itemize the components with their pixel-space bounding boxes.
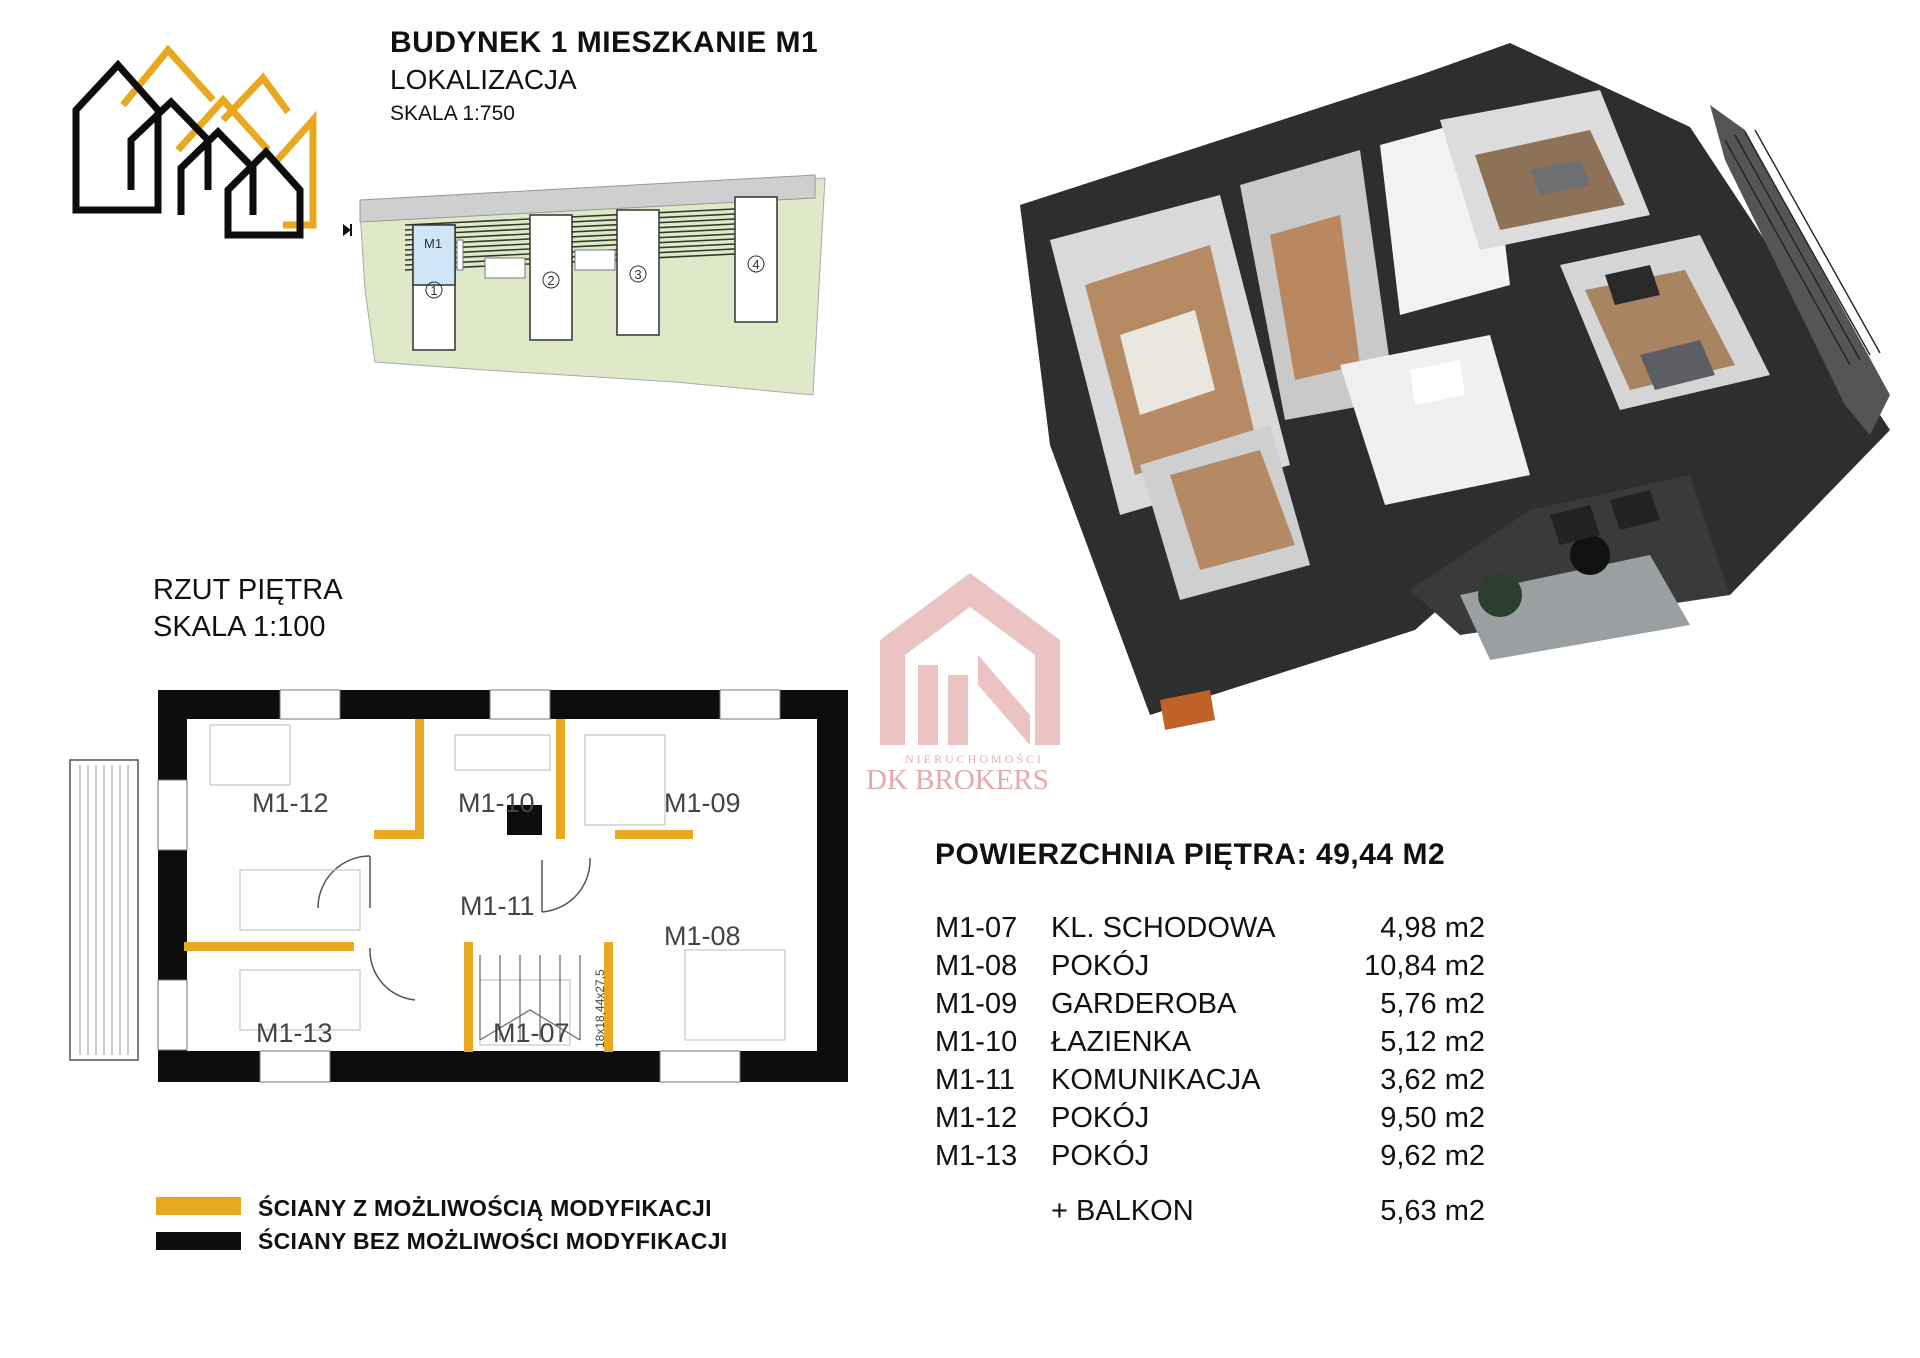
floor-plan-scale: SKALA 1:100 bbox=[153, 611, 326, 643]
floor-area-title: POWIERZCHNIA PIĘTRA: 49,44 M2 bbox=[935, 838, 1446, 871]
room-label-m1-08: M1-08 bbox=[664, 921, 741, 951]
room-label-m1-10: M1-10 bbox=[458, 788, 535, 818]
site-plan bbox=[335, 170, 835, 400]
room-area: 5,12 m2 bbox=[1380, 1026, 1485, 1058]
room-code: M1-09 bbox=[935, 988, 1018, 1020]
location-scale: SKALA 1:750 bbox=[390, 102, 515, 125]
room-code: M1-08 bbox=[935, 950, 1018, 982]
room-name: GARDEROBA bbox=[1051, 988, 1237, 1020]
room-area: 5,76 m2 bbox=[1380, 988, 1485, 1020]
room-area: 10,84 m2 bbox=[1364, 950, 1485, 982]
room-name: ŁAZIENKA bbox=[1051, 1026, 1192, 1058]
building-number-1: 1 bbox=[430, 283, 438, 298]
legend-modifiable-label: ŚCIANY Z MOŻLIWOŚCIĄ MODYFIKACJI bbox=[258, 1195, 712, 1221]
floor-plan bbox=[60, 680, 860, 1160]
room-area: 4,98 m2 bbox=[1380, 912, 1485, 944]
floor-3d-visualization bbox=[1010, 35, 1890, 765]
unit-m1-label: M1 bbox=[424, 236, 443, 251]
north-arrow-icon bbox=[343, 224, 351, 236]
room-area: 9,50 m2 bbox=[1380, 1102, 1485, 1134]
room-label-m1-07: M1-07 bbox=[493, 1018, 570, 1048]
legend-swatch-structural bbox=[156, 1232, 241, 1250]
room-label-m1-11: M1-11 bbox=[460, 891, 535, 921]
building-number-2: 2 bbox=[547, 273, 555, 288]
room-code: M1-11 bbox=[935, 1064, 1016, 1096]
room-area: 9,62 m2 bbox=[1380, 1140, 1485, 1172]
room-name: KOMUNIKACJA bbox=[1051, 1064, 1261, 1096]
room-name: POKÓJ bbox=[1051, 1102, 1150, 1134]
balcony-area: 5,63 m2 bbox=[1380, 1195, 1485, 1227]
room-name: POKÓJ bbox=[1051, 1140, 1150, 1172]
building-number-3: 3 bbox=[634, 267, 642, 282]
room-code: M1-07 bbox=[935, 912, 1018, 944]
balcony-name: + BALKON bbox=[1051, 1195, 1194, 1227]
room-label-m1-09: M1-09 bbox=[664, 788, 741, 818]
watermark-subtitle: NIERUCHOMOŚCI bbox=[905, 752, 1045, 766]
legend-structural-label: ŚCIANY BEZ MOŻLIWOŚCI MODYFIKACJI bbox=[258, 1228, 728, 1254]
page-title: BUDYNEK 1 MIESZKANIE M1 bbox=[390, 26, 819, 59]
logo-houses-icon bbox=[68, 40, 318, 245]
room-name: KL. SCHODOWA bbox=[1051, 912, 1276, 944]
room-area: 3,62 m2 bbox=[1380, 1064, 1485, 1096]
room-name: POKÓJ bbox=[1051, 950, 1150, 982]
room-code: M1-12 bbox=[935, 1102, 1018, 1134]
room-code: M1-10 bbox=[935, 1026, 1018, 1058]
watermark-logo-icon bbox=[870, 565, 1070, 755]
watermark-title: DK BROKERS bbox=[866, 764, 1049, 796]
unit-m1-highlight bbox=[413, 225, 455, 285]
legend-swatch-modifiable bbox=[156, 1197, 241, 1215]
building-number-4: 4 bbox=[752, 257, 760, 272]
room-label-m1-12: M1-12 bbox=[252, 788, 329, 818]
location-label: LOKALIZACJA bbox=[390, 64, 577, 95]
stair-dimension-note: 18x18,44x27,5 bbox=[593, 969, 607, 1048]
room-code: M1-13 bbox=[935, 1140, 1018, 1172]
floor-plan-title: RZUT PIĘTRA bbox=[153, 574, 343, 606]
room-label-m1-13: M1-13 bbox=[256, 1018, 333, 1048]
